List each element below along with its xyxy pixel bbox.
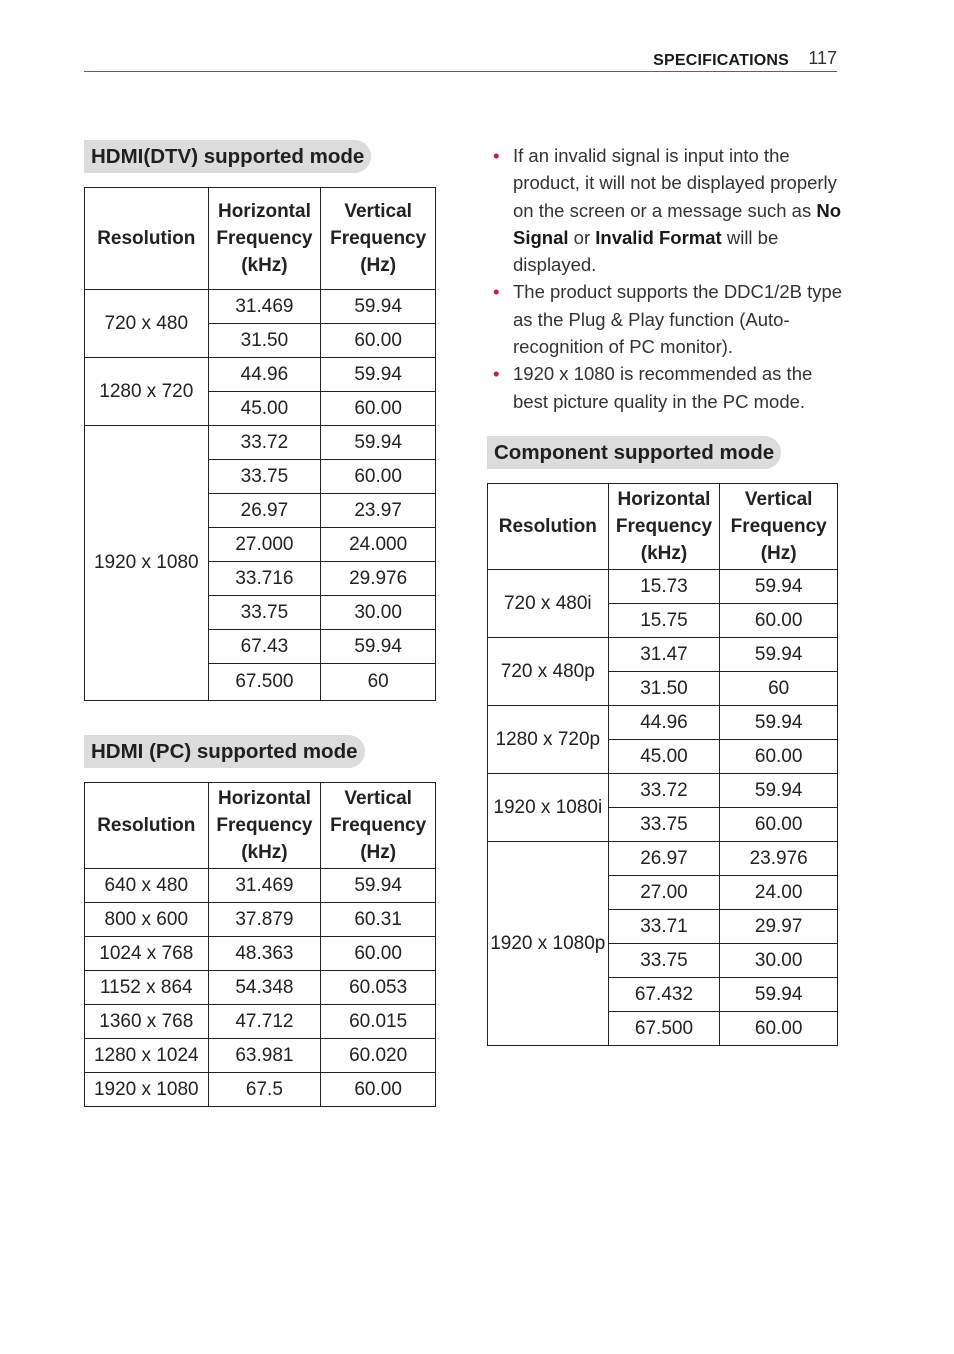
column-header: Horizontal Frequency (kHz) — [208, 188, 321, 290]
horizontal-frequency-cell: 47.712 — [208, 1005, 321, 1039]
horizontal-frequency-cell: 31.50 — [208, 324, 321, 358]
horizontal-frequency-cell: 33.75 — [608, 808, 720, 842]
note-item — [493, 360, 843, 415]
note-emphasis: No Signal — [513, 199, 842, 248]
table-row — [85, 903, 436, 937]
horizontal-frequency-cell: 67.5 — [208, 1073, 321, 1107]
horizontal-frequency-cell: 26.97 — [208, 494, 321, 528]
vertical-frequency-cell: 30.00 — [720, 944, 838, 978]
table-row — [85, 971, 436, 1005]
section-title-hdmi-dtv: HDMI(DTV) supported mode — [84, 140, 371, 173]
component-table — [487, 483, 838, 1046]
page-number: 117 — [808, 48, 837, 68]
resolution-cell: 720 x 480i — [488, 570, 609, 638]
horizontal-frequency-cell: 33.716 — [208, 562, 321, 596]
horizontal-frequency-cell: 31.469 — [208, 869, 321, 903]
horizontal-frequency-cell: 33.75 — [208, 460, 321, 494]
vertical-frequency-cell: 59.94 — [720, 570, 838, 604]
vertical-frequency-cell: 23.976 — [720, 842, 838, 876]
table-row — [488, 842, 838, 876]
vertical-frequency-cell: 60.00 — [720, 604, 838, 638]
horizontal-frequency-cell: 33.75 — [208, 596, 321, 630]
resolution-cell: 1920 x 1080 — [85, 1073, 209, 1107]
horizontal-frequency-cell: 63.981 — [208, 1039, 321, 1073]
column-header: Vertical Frequency (Hz) — [321, 783, 436, 869]
note-text: The product supports the DDC1/2B type as the Plug & Play function (Auto-recognition of PC monitor). — [513, 281, 843, 358]
vertical-frequency-cell: 24.000 — [321, 528, 436, 562]
vertical-frequency-cell: 60.00 — [321, 392, 436, 426]
resolution-cell: 1280 x 720 — [85, 358, 209, 426]
column-header: Resolution — [488, 484, 609, 570]
vertical-frequency-cell: 60 — [321, 664, 436, 701]
horizontal-frequency-cell: 44.96 — [608, 706, 720, 740]
section-title-component: Component supported mode — [487, 436, 781, 469]
table-row — [85, 290, 436, 324]
column-header: Vertical Frequency (Hz) — [720, 484, 838, 570]
table-row — [488, 706, 838, 740]
table-row — [488, 638, 838, 672]
horizontal-frequency-cell: 33.72 — [208, 426, 321, 460]
horizontal-frequency-cell: 31.50 — [608, 672, 720, 706]
vertical-frequency-cell: 59.94 — [321, 869, 436, 903]
vertical-frequency-cell: 60.020 — [321, 1039, 436, 1073]
vertical-frequency-cell: 59.94 — [321, 426, 436, 460]
horizontal-frequency-cell: 15.75 — [608, 604, 720, 638]
table-row — [85, 937, 436, 971]
vertical-frequency-cell: 60.053 — [321, 971, 436, 1005]
resolution-cell: 1280 x 1024 — [85, 1039, 209, 1073]
vertical-frequency-cell: 24.00 — [720, 876, 838, 910]
resolution-cell: 1920 x 1080p — [488, 842, 609, 1046]
hdmi-pc-table — [84, 782, 436, 1107]
table-row — [488, 570, 838, 604]
column-header: Horizontal Frequency (kHz) — [208, 783, 321, 869]
table-row — [488, 774, 838, 808]
resolution-cell: 1920 x 1080i — [488, 774, 609, 842]
horizontal-frequency-cell: 67.432 — [608, 978, 720, 1012]
vertical-frequency-cell: 59.94 — [720, 774, 838, 808]
vertical-frequency-cell: 29.976 — [321, 562, 436, 596]
vertical-frequency-cell: 60.00 — [321, 460, 436, 494]
vertical-frequency-cell: 59.94 — [321, 358, 436, 392]
note-item — [493, 278, 843, 360]
horizontal-frequency-cell: 67.500 — [608, 1012, 720, 1046]
vertical-frequency-cell: 60.31 — [321, 903, 436, 937]
vertical-frequency-cell: 59.94 — [321, 290, 436, 324]
vertical-frequency-cell: 60 — [720, 672, 838, 706]
vertical-frequency-cell: 60.00 — [720, 1012, 838, 1046]
resolution-cell: 1024 x 768 — [85, 937, 209, 971]
bullet-icon: • — [493, 145, 500, 166]
vertical-frequency-cell: 60.00 — [321, 324, 436, 358]
column-header: Vertical Frequency (Hz) — [321, 188, 436, 290]
horizontal-frequency-cell: 45.00 — [608, 740, 720, 774]
horizontal-frequency-cell: 44.96 — [208, 358, 321, 392]
table-header-row — [85, 188, 436, 290]
vertical-frequency-cell: 60.00 — [321, 1073, 436, 1107]
resolution-cell: 720 x 480 — [85, 290, 209, 358]
note-text: will be displayed. — [513, 226, 779, 276]
vertical-frequency-cell: 60.00 — [720, 740, 838, 774]
section-title-hdmi-pc: HDMI (PC) supported mode — [84, 735, 365, 768]
bullet-icon: • — [493, 281, 500, 303]
table-row — [85, 869, 436, 903]
table-header-row — [488, 484, 838, 570]
column-header: Horizontal Frequency (kHz) — [608, 484, 720, 570]
horizontal-frequency-cell: 33.71 — [608, 910, 720, 944]
resolution-cell: 1360 x 768 — [85, 1005, 209, 1039]
resolution-cell: 1152 x 864 — [85, 971, 209, 1005]
horizontal-frequency-cell: 26.97 — [608, 842, 720, 876]
resolution-cell: 640 x 480 — [85, 869, 209, 903]
table-row — [85, 358, 436, 392]
column-header: Resolution — [85, 783, 209, 869]
vertical-frequency-cell: 59.94 — [720, 706, 838, 740]
page-header — [84, 46, 837, 72]
notes-list — [493, 142, 843, 415]
vertical-frequency-cell: 59.94 — [321, 630, 436, 664]
horizontal-frequency-cell: 45.00 — [208, 392, 321, 426]
section-header-title: SPECIFICATIONS — [653, 52, 789, 69]
table-row — [85, 1005, 436, 1039]
vertical-frequency-cell: 60.00 — [321, 937, 436, 971]
note-item — [493, 142, 843, 278]
resolution-cell: 720 x 480p — [488, 638, 609, 706]
horizontal-frequency-cell: 48.363 — [208, 937, 321, 971]
table-header-row — [85, 783, 436, 869]
table-row — [85, 1039, 436, 1073]
horizontal-frequency-cell: 54.348 — [208, 971, 321, 1005]
horizontal-frequency-cell: 67.500 — [208, 664, 321, 701]
bullet-icon: • — [493, 363, 500, 385]
resolution-cell: 1920 x 1080 — [85, 426, 209, 701]
horizontal-frequency-cell: 37.879 — [208, 903, 321, 937]
horizontal-frequency-cell: 33.72 — [608, 774, 720, 808]
table-row — [85, 426, 436, 460]
hdmi-dtv-table — [84, 187, 436, 701]
horizontal-frequency-cell: 67.43 — [208, 630, 321, 664]
vertical-frequency-cell: 29.97 — [720, 910, 838, 944]
vertical-frequency-cell: 59.94 — [720, 638, 838, 672]
vertical-frequency-cell: 60.00 — [720, 808, 838, 842]
horizontal-frequency-cell: 27.000 — [208, 528, 321, 562]
vertical-frequency-cell: 23.97 — [321, 494, 436, 528]
note-text: If an invalid signal is input into the product, it will not be displayed properly on the screen or a message such as — [513, 145, 837, 221]
horizontal-frequency-cell: 15.73 — [608, 570, 720, 604]
resolution-cell: 1280 x 720p — [488, 706, 609, 774]
horizontal-frequency-cell: 31.47 — [608, 638, 720, 672]
horizontal-frequency-cell: 27.00 — [608, 876, 720, 910]
horizontal-frequency-cell: 33.75 — [608, 944, 720, 978]
note-text: 1920 x 1080 is recommended as the best picture quality in the PC mode. — [513, 363, 813, 412]
horizontal-frequency-cell: 31.469 — [208, 290, 321, 324]
note-emphasis: Invalid Format — [595, 226, 722, 248]
vertical-frequency-cell: 59.94 — [720, 978, 838, 1012]
column-header: Resolution — [85, 188, 209, 290]
note-text: or — [568, 226, 596, 248]
vertical-frequency-cell: 30.00 — [321, 596, 436, 630]
vertical-frequency-cell: 60.015 — [321, 1005, 436, 1039]
resolution-cell: 800 x 600 — [85, 903, 209, 937]
table-row — [85, 1073, 436, 1107]
